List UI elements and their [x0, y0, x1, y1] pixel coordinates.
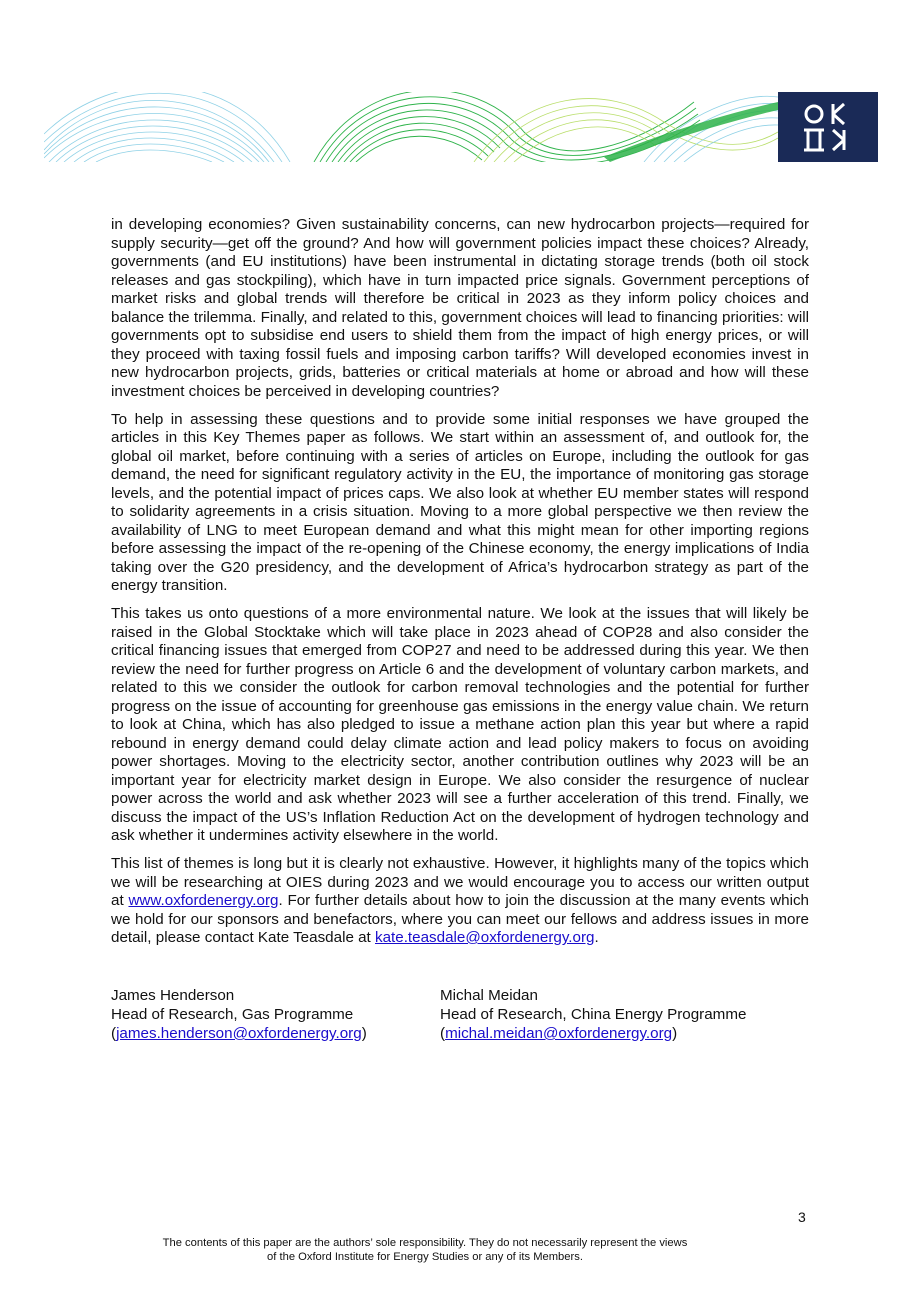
footer-disclaimer	[0, 1236, 850, 1264]
paragraph-3: This takes us onto questions of a more environmental nature. We look at the issues that will likely be raised in the Global Stocktake which will take place in 2023 ahead of COP28 and also consider the critical financing issues that emerged from COP27 and need to be addressed during this year. We then review the need for further progress on Article 6 and the development of voluntary carbon markets, and related to this we consider the outlook for carbon removal technologies and the potential for further progress on the issue of accounting for greenhouse gas emissions in the energy value chain. We return to look at China, which has also pledged to issue a methane action plan this year but where a rapid rebound in energy demand could delay climate action and lead policy makers to focus on avoiding power shortages. Moving to the electricity sector, another contribution outlines why 2023 will be an important year for electricity market design in Europe. We also consider the resurgence of nuclear power across the world and ask whether 2023 will see a further acceleration of this trend. Finally, we discuss the impact of the US’s Inflation Reduction Act on the development of hydrogen technology and ask whether it undermines activity elsewhere in the world.	[111, 605, 809, 844]
paragraph-4-text-3: .	[594, 929, 599, 946]
signature-role: Head of Research, China Energy Programme	[440, 1006, 747, 1023]
footer-line-1: The contents of this paper are the authors’ sole responsibility. They do not necessarily represent the views	[162, 1237, 688, 1249]
signature-email-line	[111, 1024, 367, 1043]
signature-name: James Henderson	[111, 987, 235, 1004]
paren-close: )	[672, 1025, 678, 1042]
signature-role: Head of Research, Gas Programme	[111, 1006, 354, 1023]
body-content	[111, 216, 809, 957]
paragraph-2: To help in assessing these questions and to provide some initial responses we have grouped the articles in this Key Themes paper as follows. We start within an assessment of, and outlook for, the global oil market, before continuing with a series of articles on Europe, including the outlook for gas demand, the need for significant regulatory activity in the EU, the importance of monitoring gas storage levels, and the potential impact of prices caps. We also look at whether EU member states will respond to solidarity agreements in a crisis situation. Moving to a more global perspective we then review the availability of LNG to meet European demand and what this might mean for other importing regions before assessing the impact of the re-opening of the Chinese economy, the energy implications of India taking over the G20 presidency, and the development of Africa’s hydrocarbon strategy as part of the energy transition.	[111, 410, 809, 594]
meidan-email-link[interactable]: michal.meidan@oxfordenergy.org	[445, 1025, 673, 1042]
paren-open: (	[440, 1025, 446, 1042]
signature-meidan	[440, 986, 746, 1043]
header-banner	[44, 92, 878, 162]
footer-line-2: of the Oxford Institute for Energy Studies or any of its Members.	[267, 1251, 583, 1263]
paren-close: )	[361, 1025, 367, 1042]
signature-name: Michal Meidan	[440, 987, 538, 1004]
paragraph-4-text-1: This list of themes is long but it is clearly not exhaustive. However, it highlights many of the topics which we will be researching at OIES during 2023 and we would encourage you to access our written output at	[111, 855, 809, 909]
oies-logo-icon	[778, 92, 878, 162]
paragraph-1: in developing economies? Given sustainability concerns, can new hydrocarbon projects—required for supply security—get off the ground? And how will government policies impact these choices? Already, governments (and EU institutions) have been instrumental in dictating storage trends (both oil stock releases and gas stockpiling), which have in turn impacted price signals. Government perceptions of market risks and global trends will therefore be critical in 2023 as they inform policy choices and balance the trilemma. Finally, and related to this, government choices will lead to financing priorities: will governments opt to subsidise end users to shield them from the impact of high energy prices, or will they proceed with taxing fossil fuels and imposing carbon tariffs? Will developed economies invest in new hydrocarbon projects, grids, batteries or critical materials at home or abroad and how will these investment choices be perceived in developing countries?	[111, 216, 809, 400]
signature-email-line	[440, 1024, 746, 1043]
signature-henderson	[111, 986, 367, 1043]
oies-logo	[778, 92, 878, 162]
paren-open: (	[111, 1025, 117, 1042]
henderson-email-link[interactable]: james.henderson@oxfordenergy.org	[116, 1025, 362, 1042]
paragraph-4-text-2: . For further details about how to join the discussion at the many events which we hold for our sponsors and benefactors, where you can meet our fellows and address issues in more detail, please contact Kate Teasdale at	[111, 892, 810, 946]
paragraph-4	[111, 855, 809, 948]
kate-teasdale-email-link[interactable]: kate.teasdale@oxfordenergy.org	[375, 929, 595, 946]
oxfordenergy-website-link[interactable]: www.oxfordenergy.org	[128, 892, 279, 909]
wave-pattern	[44, 92, 878, 162]
page-number: 3	[798, 1209, 806, 1225]
